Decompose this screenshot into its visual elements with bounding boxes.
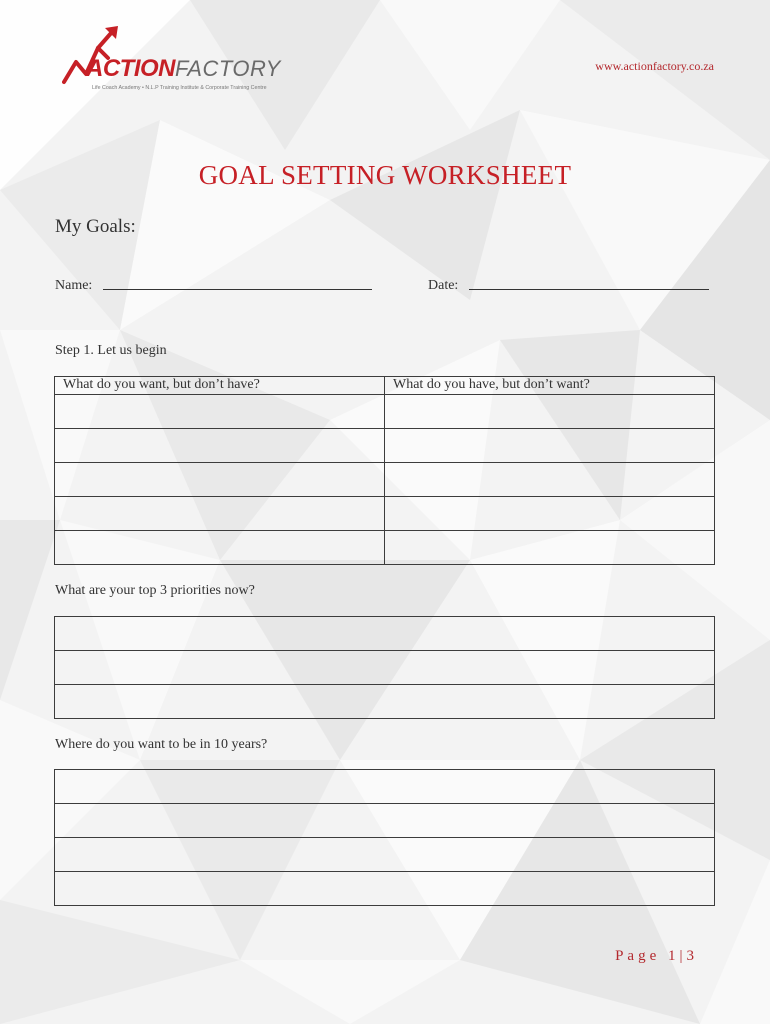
have-cell[interactable] — [385, 429, 715, 463]
logo-tagline: Life Coach Academy • N.L.P Training Institute & Corporate Training Centre — [92, 85, 267, 91]
ten-years-row[interactable] — [55, 838, 715, 872]
ten-years-question: Where do you want to be in 10 years? — [55, 737, 268, 752]
website-url[interactable]: www.actionfactory.co.za — [595, 59, 714, 73]
ten-years-row[interactable] — [55, 804, 715, 838]
col-header-want: What do you want, but don’t have? — [55, 377, 385, 395]
col-header-have: What do you have, but don’t want? — [385, 377, 715, 395]
priorities-table — [54, 616, 715, 719]
logo-wordmark: ACTIONFACTORY — [86, 55, 281, 82]
date-label: Date: — [428, 278, 459, 293]
have-cell[interactable] — [385, 497, 715, 531]
want-cell[interactable] — [55, 395, 385, 429]
have-cell[interactable] — [385, 463, 715, 497]
priorities-question: What are your top 3 priorities now? — [55, 583, 255, 598]
priority-row[interactable] — [55, 651, 715, 685]
want-cell[interactable] — [55, 497, 385, 531]
action-factory-logo — [62, 26, 302, 98]
ten-years-table — [54, 769, 715, 906]
ten-years-row[interactable] — [55, 872, 715, 906]
priority-row[interactable] — [55, 685, 715, 719]
date-field[interactable] — [469, 289, 709, 290]
have-cell[interactable] — [385, 531, 715, 565]
wants-haves-table — [54, 376, 715, 565]
name-field[interactable] — [103, 289, 372, 290]
section-heading: My Goals: — [55, 216, 136, 237]
step-1-heading: Step 1. Let us begin — [55, 343, 167, 358]
want-cell[interactable] — [55, 429, 385, 463]
name-label: Name: — [55, 278, 93, 293]
priority-row[interactable] — [55, 617, 715, 651]
want-cell[interactable] — [55, 463, 385, 497]
ten-years-row[interactable] — [55, 770, 715, 804]
page-title: GOAL SETTING WORKSHEET — [198, 160, 572, 190]
want-cell[interactable] — [55, 531, 385, 565]
page-number: Page 1|3 — [615, 948, 698, 964]
have-cell[interactable] — [385, 395, 715, 429]
